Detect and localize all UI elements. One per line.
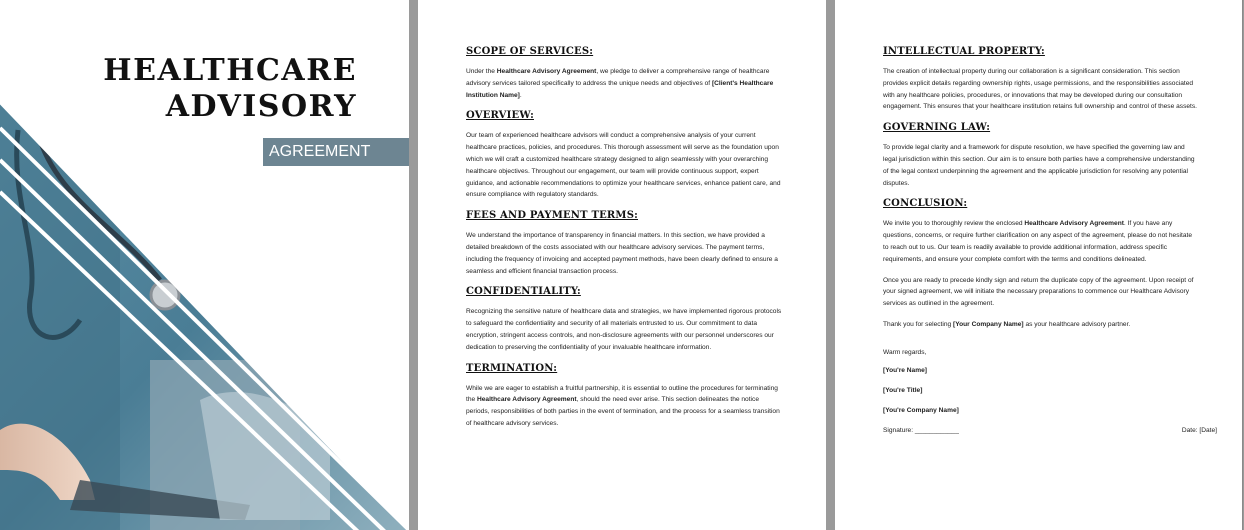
section-heading: TERMINATION:	[466, 362, 558, 374]
signature-row	[883, 426, 1217, 434]
cover-title-line-1: HEALTHCARE	[103, 53, 357, 88]
section-text: Our team of experienced healthcare advisors will conduct a comprehensive analysis of your current healthcare practices, policies, and procedures. This thorough assessment will serve as the foundation upon which we will craft a customized healthcare strategy designed to align seamlessly with your overarching healthcare objectives. Throughout our engagement, our team will provide continuous support, expert guidance, and actionable recommendations to optimize your healthcare services, enhance patient care, and ensure compliance with regulatory standards.	[466, 132, 781, 199]
section-text: Once you are ready to precede kindly sign and return the duplicate copy of the agreement. Upon receipt of your signed agreement, we will initiate the necessary preparations to commence our Healthcare Advisory services as outlined in the agreement.	[883, 276, 1194, 308]
cover-title-line-2: ADVISORY	[165, 89, 357, 124]
section-text: We invite you to thoroughly review the enclosed Healthcare Advisory Agreement. If you have any questions, concerns, or require further clarification on any aspect of the agreement, please do not hesitate to reach out to us. Our team is readily available to provide additional information, address specific requirements, and ensure your complete comfort with the terms and conditions delineated.	[883, 220, 1192, 263]
section-heading: FEES AND PAYMENT TERMS:	[466, 210, 639, 222]
section-heading: SCOPE OF SERVICES:	[466, 46, 594, 57]
signer-name: [You're Name]	[883, 366, 927, 374]
section-text: We understand the importance of transparency in financial matters. In this section, we have provided a detailed breakdown of the costs associated with our healthcare advisory services. The payment terms, including the frequency of invoicing and accepted payment methods, have been clearly defined to ensure a seamless and efficient financial transaction process.	[466, 232, 778, 275]
section-overview	[466, 110, 782, 201]
section-text: Under the Healthcare Advisory Agreement, we pledge to deliver a comprehensive range of healthcare advisory services tailored specifically to address the unique needs and objectives of [Client's Healthcare Institution Name].	[466, 68, 774, 99]
section-termination	[466, 363, 782, 430]
section-text: Thank you for selecting [Your Company Name] as your healthcare advisory partner.	[883, 320, 1131, 328]
section-text: To provide legal clarity and a framework for dispute resolution, we have specified the governing law and legal jurisdiction within this section. Our aim is to ensure both parties have a comprehensive understanding of the legal context underpinning the agreement and the applicable jurisdiction for resolving any potential disputes.	[883, 144, 1195, 187]
section-heading: GOVERNING LAW:	[883, 122, 991, 134]
section-governing-law	[883, 122, 1199, 189]
signature-line: Signature: ____________	[883, 426, 959, 434]
section-heading: CONFIDENTIALITY:	[466, 286, 581, 298]
section-scope	[466, 46, 782, 101]
closing-block	[883, 347, 1217, 434]
warm-regards: Warm regards,	[883, 348, 927, 356]
section-conclusion	[883, 198, 1199, 330]
section-heading: INTELLECTUAL PROPERTY:	[883, 46, 1045, 57]
document-page-2	[418, 0, 826, 530]
signer-title: [You're Title]	[883, 386, 923, 394]
section-text: The creation of intellectual property during our collaboration is a significant consideration. This section provides explicit details regarding ownership rights, usage permissions, and the responsibilities associated with any healthcare policies, procedures, or innovations that may be developed during our consultation engagement. This ensures that your healthcare institution retains full ownership and control of these assets.	[883, 68, 1197, 111]
section-text: While we are eager to establish a fruitful partnership, it is essential to outline the procedures for terminating the Healthcare Advisory Agreement, should the need ever arise. This section delineates the notice periods, responsibilities of both parties in the event of termination, and the process for a seamless transition of healthcare advisory services.	[466, 384, 780, 427]
section-confidentiality	[466, 286, 782, 353]
section-heading: CONCLUSION:	[883, 198, 968, 210]
section-text: Recognizing the sensitive nature of healthcare data and strategies, we have implemented rigorous protocols to safeguard the confidentiality and security of all materials entrusted to us. Our commitment to data encryption, stringent access controls, and non-disclosure agreements with our personnel underscores our dedication to preserving the confidentiality of your invaluable healthcare information.	[466, 308, 782, 351]
date-field: Date: [Date]	[1181, 426, 1217, 434]
cover-page	[0, 0, 409, 530]
document-page-3	[835, 0, 1243, 530]
agreement-badge: AGREEMENT	[263, 138, 409, 166]
section-fees	[466, 210, 782, 277]
section-heading: OVERVIEW:	[466, 110, 534, 122]
signer-company: [You're Company Name]	[883, 406, 959, 414]
section-intellectual-property	[883, 46, 1199, 113]
